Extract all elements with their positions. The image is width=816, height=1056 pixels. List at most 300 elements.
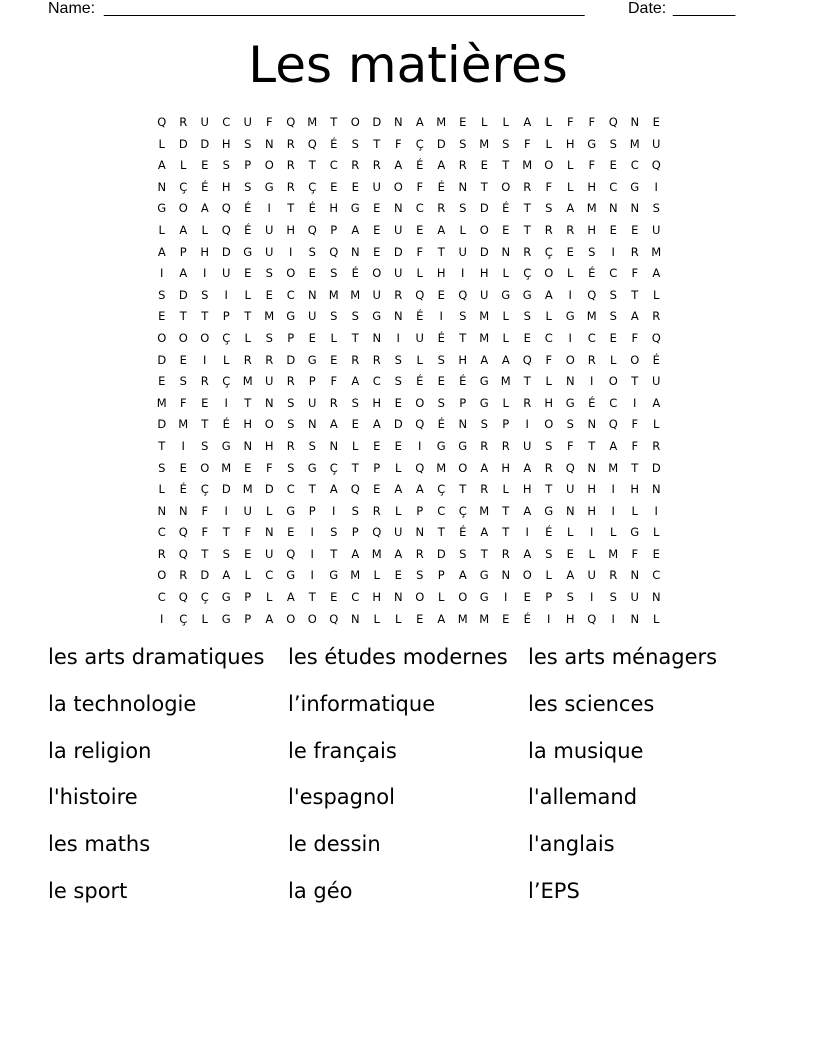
grid-letter: E — [330, 352, 338, 367]
grid-letter: F — [416, 179, 424, 194]
grid-letter: E — [351, 417, 359, 432]
grid-letter: A — [351, 222, 360, 237]
grid-letter: U — [308, 395, 317, 410]
grid-letter: F — [523, 136, 531, 151]
grid-letter: H — [243, 417, 253, 432]
grid-letter: M — [479, 309, 490, 324]
grid-letter: M — [479, 503, 490, 518]
grid-letter: N — [393, 590, 403, 605]
grid-letter: O — [479, 222, 489, 237]
grid-letter: T — [201, 546, 209, 561]
grid-letter: L — [631, 503, 638, 518]
grid-letter: G — [221, 438, 231, 453]
grid-letter: M — [221, 460, 232, 475]
grid-letter: U — [652, 374, 661, 389]
grid-letter: R — [501, 438, 510, 453]
grid-letter: L — [502, 330, 509, 345]
grid-letter: A — [394, 546, 403, 561]
grid-letter: U — [308, 309, 317, 324]
grid-letter: O — [415, 590, 425, 605]
grid-letter: Ç — [200, 590, 209, 605]
grid-letter: L — [567, 525, 574, 540]
word-list-item: le dessin — [288, 832, 381, 857]
grid-letter: M — [178, 417, 189, 432]
grid-letter: L — [395, 611, 402, 626]
grid-letter: E — [373, 438, 381, 453]
grid-letter: I — [332, 503, 336, 518]
grid-letter: E — [373, 244, 381, 259]
grid-letter: N — [630, 115, 640, 129]
grid-letter: R — [394, 287, 403, 302]
grid-letter: G — [221, 611, 231, 626]
grid-letter: A — [394, 158, 403, 173]
grid-letter: N — [307, 287, 317, 302]
grid-letter: N — [608, 201, 618, 216]
grid-letter: A — [458, 568, 467, 583]
grid-letter: U — [652, 222, 661, 237]
grid-letter: N — [264, 525, 274, 540]
grid-letter: A — [286, 590, 295, 605]
grid-letter: S — [330, 309, 338, 324]
grid-letter: D — [264, 482, 274, 497]
grid-letter: É — [437, 417, 445, 432]
grid-letter: S — [244, 179, 252, 194]
grid-letter: M — [479, 136, 490, 151]
grid-letter: F — [330, 374, 338, 389]
grid-letter: C — [286, 287, 295, 302]
grid-letter: E — [351, 179, 359, 194]
grid-letter: G — [479, 374, 489, 389]
grid-letter: I — [654, 503, 658, 518]
grid-letter: D — [221, 482, 231, 497]
grid-letter: A — [415, 115, 424, 129]
grid-letter: É — [416, 374, 424, 389]
grid-letter: R — [179, 568, 188, 583]
grid-letter: E — [308, 266, 316, 281]
grid-letter: E — [652, 115, 660, 129]
grid-letter: O — [307, 611, 317, 626]
grid-letter: N — [372, 330, 382, 345]
grid-letter: Q — [286, 546, 296, 561]
grid-letter: L — [610, 352, 617, 367]
grid-letter: É — [222, 417, 230, 432]
grid-letter: R — [523, 179, 532, 194]
grid-letter: H — [501, 460, 511, 475]
word-list-item: les sciences — [528, 691, 655, 716]
word-list-item: l'allemand — [528, 785, 638, 810]
word-list — [48, 640, 768, 921]
grid-letter: L — [545, 374, 552, 389]
grid-letter: E — [201, 158, 209, 173]
grid-letter: Ç — [329, 460, 338, 475]
grid-letter: O — [178, 330, 188, 345]
grid-letter: U — [265, 546, 274, 561]
grid-letter: O — [286, 611, 296, 626]
grid-letter: Q — [178, 590, 188, 605]
grid-letter: R — [179, 115, 188, 129]
grid-letter: H — [458, 352, 468, 367]
grid-letter: F — [631, 330, 639, 345]
grid-letter: Ç — [179, 611, 188, 626]
grid-letter: E — [373, 201, 381, 216]
grid-letter: S — [437, 352, 445, 367]
grid-letter: D — [479, 201, 489, 216]
grid-letter: F — [265, 460, 273, 475]
grid-letter: N — [393, 201, 403, 216]
grid-letter: E — [373, 222, 381, 237]
grid-letter: Q — [307, 222, 317, 237]
grid-letter: P — [308, 374, 316, 389]
grid-letter: T — [437, 525, 445, 540]
grid-letter: S — [287, 417, 295, 432]
grid-letter: S — [158, 287, 166, 302]
grid-letter: R — [286, 374, 295, 389]
grid-letter: U — [372, 287, 381, 302]
grid-letter: A — [437, 222, 446, 237]
grid-letter: P — [437, 568, 445, 583]
grid-letter: A — [351, 374, 360, 389]
grid-letter: F — [566, 115, 574, 129]
grid-letter: L — [266, 590, 273, 605]
grid-letter: C — [609, 395, 618, 410]
grid-letter: I — [310, 525, 314, 540]
grid-letter: G — [372, 309, 382, 324]
word-list-item: la technologie — [48, 691, 197, 716]
grid-letter: O — [350, 115, 360, 129]
grid-letter: P — [244, 611, 252, 626]
grid-letter: Q — [415, 460, 425, 475]
grid-letter: L — [158, 136, 165, 151]
grid-letter: R — [200, 374, 209, 389]
grid-letter: H — [436, 266, 446, 281]
grid-letter: R — [286, 136, 295, 151]
grid-letter: E — [652, 546, 660, 561]
grid-letter: D — [479, 244, 489, 259]
grid-letter: U — [222, 266, 231, 281]
grid-letter: I — [525, 417, 529, 432]
grid-letter: I — [396, 330, 400, 345]
grid-letter: G — [565, 395, 575, 410]
grid-letter: L — [244, 330, 251, 345]
grid-letter: C — [372, 374, 381, 389]
grid-letter: S — [437, 395, 445, 410]
grid-letter: I — [160, 611, 164, 626]
grid-letter: Q — [178, 525, 188, 540]
grid-letter: É — [523, 611, 531, 626]
grid-letter: A — [544, 287, 553, 302]
grid-letter: G — [501, 287, 511, 302]
grid-letter: L — [201, 222, 208, 237]
grid-letter: É — [459, 525, 467, 540]
grid-letter: P — [373, 460, 381, 475]
grid-letter: D — [178, 287, 188, 302]
grid-letter: E — [502, 222, 510, 237]
grid-letter: R — [329, 395, 338, 410]
grid-letter: D — [436, 546, 446, 561]
grid-letter: M — [350, 568, 361, 583]
grid-letter: O — [501, 179, 511, 194]
grid-letter: L — [416, 352, 423, 367]
grid-letter: O — [458, 460, 468, 475]
grid-letter: R — [652, 438, 661, 453]
grid-letter: U — [415, 330, 424, 345]
grid-letter: E — [179, 460, 187, 475]
grid-letter: P — [351, 525, 359, 540]
grid-letter: C — [609, 179, 618, 194]
grid-letter: Ç — [179, 179, 188, 194]
grid-letter: G — [286, 309, 296, 324]
grid-letter: S — [158, 460, 166, 475]
grid-letter: T — [459, 330, 467, 345]
grid-letter: O — [393, 179, 403, 194]
grid-letter: O — [522, 568, 532, 583]
grid-letter: N — [393, 309, 403, 324]
grid-letter: L — [567, 158, 574, 173]
grid-letter: U — [480, 287, 489, 302]
grid-letter: S — [201, 287, 209, 302]
grid-letter: O — [415, 395, 425, 410]
grid-letter: H — [264, 438, 274, 453]
grid-letter: A — [200, 201, 209, 216]
grid-letter: R — [587, 352, 596, 367]
grid-letter: É — [588, 266, 596, 281]
grid-letter: G — [307, 460, 317, 475]
grid-letter: S — [480, 417, 488, 432]
grid-letter: C — [437, 503, 446, 518]
grid-letter: L — [459, 222, 466, 237]
grid-letter: C — [222, 115, 231, 129]
grid-letter: L — [395, 460, 402, 475]
grid-letter: T — [308, 590, 316, 605]
grid-letter: E — [566, 244, 574, 259]
grid-letter: C — [286, 482, 295, 497]
grid-letter: U — [394, 525, 403, 540]
grid-letter: E — [523, 330, 531, 345]
grid-letter: C — [587, 330, 596, 345]
grid-letter: I — [224, 395, 228, 410]
grid-letter: T — [523, 374, 531, 389]
grid-letter: I — [611, 611, 615, 626]
grid-letter: I — [224, 503, 228, 518]
grid-letter: I — [547, 611, 551, 626]
grid-letter: L — [416, 266, 423, 281]
grid-letter: C — [157, 590, 166, 605]
grid-letter: R — [265, 352, 274, 367]
grid-letter: Q — [651, 330, 661, 345]
grid-letter: L — [502, 395, 509, 410]
grid-letter: H — [329, 201, 339, 216]
grid-letter: A — [157, 158, 166, 173]
grid-letter: H — [221, 179, 231, 194]
grid-letter: I — [590, 374, 594, 389]
grid-letter: M — [586, 201, 597, 216]
grid-letter: G — [286, 568, 296, 583]
grid-letter: C — [544, 330, 553, 345]
grid-letter: E — [201, 395, 209, 410]
grid-letter: S — [545, 546, 553, 561]
grid-letter: D — [200, 568, 210, 583]
grid-letter: C — [630, 158, 639, 173]
grid-letter: É — [437, 330, 445, 345]
grid-letter: A — [480, 352, 489, 367]
grid-letter: Q — [286, 115, 296, 129]
grid-letter: G — [157, 201, 167, 216]
grid-letter: E — [523, 590, 531, 605]
grid-letter: L — [545, 309, 552, 324]
grid-letter: L — [438, 590, 445, 605]
grid-letter: F — [265, 115, 273, 129]
grid-letter: U — [566, 482, 575, 497]
grid-letter: L — [158, 222, 165, 237]
grid-letter: C — [157, 525, 166, 540]
date-blank-line: _______ — [673, 0, 736, 17]
grid-letter: M — [350, 287, 361, 302]
grid-letter: R — [480, 482, 489, 497]
grid-letter: S — [459, 546, 467, 561]
grid-letter: L — [223, 352, 230, 367]
grid-letter: S — [330, 525, 338, 540]
grid-letter: P — [459, 395, 467, 410]
grid-letter: H — [200, 244, 210, 259]
grid-letter: N — [415, 525, 425, 540]
grid-letter: Q — [458, 287, 468, 302]
grid-letter: F — [588, 158, 596, 173]
grid-letter: S — [287, 395, 295, 410]
grid-letter: S — [394, 352, 402, 367]
grid-letter: Q — [415, 287, 425, 302]
grid-letter: I — [310, 546, 314, 561]
grid-letter: G — [264, 179, 274, 194]
grid-letter: S — [351, 395, 359, 410]
grid-letter: I — [461, 266, 465, 281]
grid-letter: E — [416, 611, 424, 626]
grid-letter: Q — [522, 352, 532, 367]
grid-letter: N — [501, 568, 511, 583]
grid-letter: M — [242, 374, 253, 389]
grid-letter: S — [588, 244, 596, 259]
grid-letter: A — [480, 525, 489, 540]
grid-letter: D — [221, 244, 231, 259]
grid-letter: G — [630, 525, 640, 540]
grid-letter: F — [201, 503, 209, 518]
grid-letter: R — [243, 352, 252, 367]
grid-letter: A — [157, 244, 166, 259]
grid-letter: M — [328, 287, 339, 302]
grid-letter: L — [244, 287, 251, 302]
grid-letter: C — [329, 158, 338, 173]
grid-letter: N — [458, 179, 468, 194]
grid-letter: T — [631, 287, 639, 302]
grid-letter: H — [372, 395, 382, 410]
grid-letter: A — [265, 611, 274, 626]
grid-letter: R — [544, 222, 553, 237]
grid-letter: O — [565, 352, 575, 367]
grid-letter: M — [436, 460, 447, 475]
grid-letter: G — [544, 503, 554, 518]
grid-letter: Q — [350, 482, 360, 497]
grid-letter: N — [587, 460, 597, 475]
grid-letter: H — [565, 611, 575, 626]
grid-letter: S — [566, 417, 574, 432]
grid-letter: I — [568, 330, 572, 345]
grid-letter: N — [630, 201, 640, 216]
grid-letter: D — [200, 136, 210, 151]
grid-letter: I — [611, 244, 615, 259]
grid-letter: Ç — [222, 330, 231, 345]
grid-letter: T — [545, 482, 553, 497]
word-search-grid — [151, 112, 667, 630]
grid-letter: T — [373, 136, 381, 151]
grid-letter: R — [286, 179, 295, 194]
grid-letter: E — [158, 374, 166, 389]
word-list-item: la musique — [528, 738, 644, 763]
grid-letter: É — [416, 158, 424, 173]
grid-letter: Ç — [544, 244, 553, 259]
grid-letter: F — [566, 438, 574, 453]
grid-letter: P — [308, 503, 316, 518]
grid-letter: Q — [178, 546, 188, 561]
grid-letter: N — [565, 374, 575, 389]
grid-letter: Q — [608, 417, 618, 432]
grid-letter: O — [157, 568, 167, 583]
grid-letter: G — [522, 287, 532, 302]
grid-letter: R — [372, 158, 381, 173]
grid-letter: É — [308, 201, 316, 216]
grid-letter: M — [651, 244, 662, 259]
grid-letter: M — [479, 611, 490, 626]
grid-letter: C — [609, 266, 618, 281]
grid-letter: G — [479, 568, 489, 583]
grid-letter: L — [567, 179, 574, 194]
grid-letter: I — [590, 590, 594, 605]
grid-letter: R — [286, 158, 295, 173]
grid-letter: R — [630, 244, 639, 259]
grid-letter: U — [243, 115, 252, 129]
grid-letter: É — [244, 222, 252, 237]
grid-letter: E — [244, 266, 252, 281]
grid-letter: R — [351, 352, 360, 367]
grid-letter: S — [308, 438, 316, 453]
grid-letter: R — [523, 244, 532, 259]
grid-letter: A — [351, 546, 360, 561]
grid-letter: Q — [157, 115, 167, 129]
grid-letter: Q — [651, 158, 661, 173]
grid-letter: R — [157, 546, 166, 561]
grid-letter: M — [307, 115, 318, 129]
grid-letter: A — [329, 482, 338, 497]
grid-letter: L — [373, 568, 380, 583]
grid-letter: A — [437, 158, 446, 173]
grid-letter: O — [264, 417, 274, 432]
grid-letter: É — [244, 201, 252, 216]
grid-letter: U — [200, 115, 209, 129]
grid-letter: T — [330, 115, 338, 129]
grid-letter: U — [523, 438, 532, 453]
grid-letter: R — [286, 438, 295, 453]
grid-letter: P — [416, 503, 424, 518]
grid-letter: S — [609, 287, 617, 302]
grid-letter: S — [351, 136, 359, 151]
grid-letter: L — [502, 309, 509, 324]
grid-letter: G — [286, 503, 296, 518]
grid-letter: Ç — [308, 179, 317, 194]
grid-letter: L — [545, 115, 552, 129]
word-list-item: l’EPS — [528, 878, 580, 903]
grid-letter: A — [523, 503, 532, 518]
grid-letter: Ç — [222, 374, 231, 389]
grid-letter: O — [157, 330, 167, 345]
grid-letter: E — [244, 460, 252, 475]
